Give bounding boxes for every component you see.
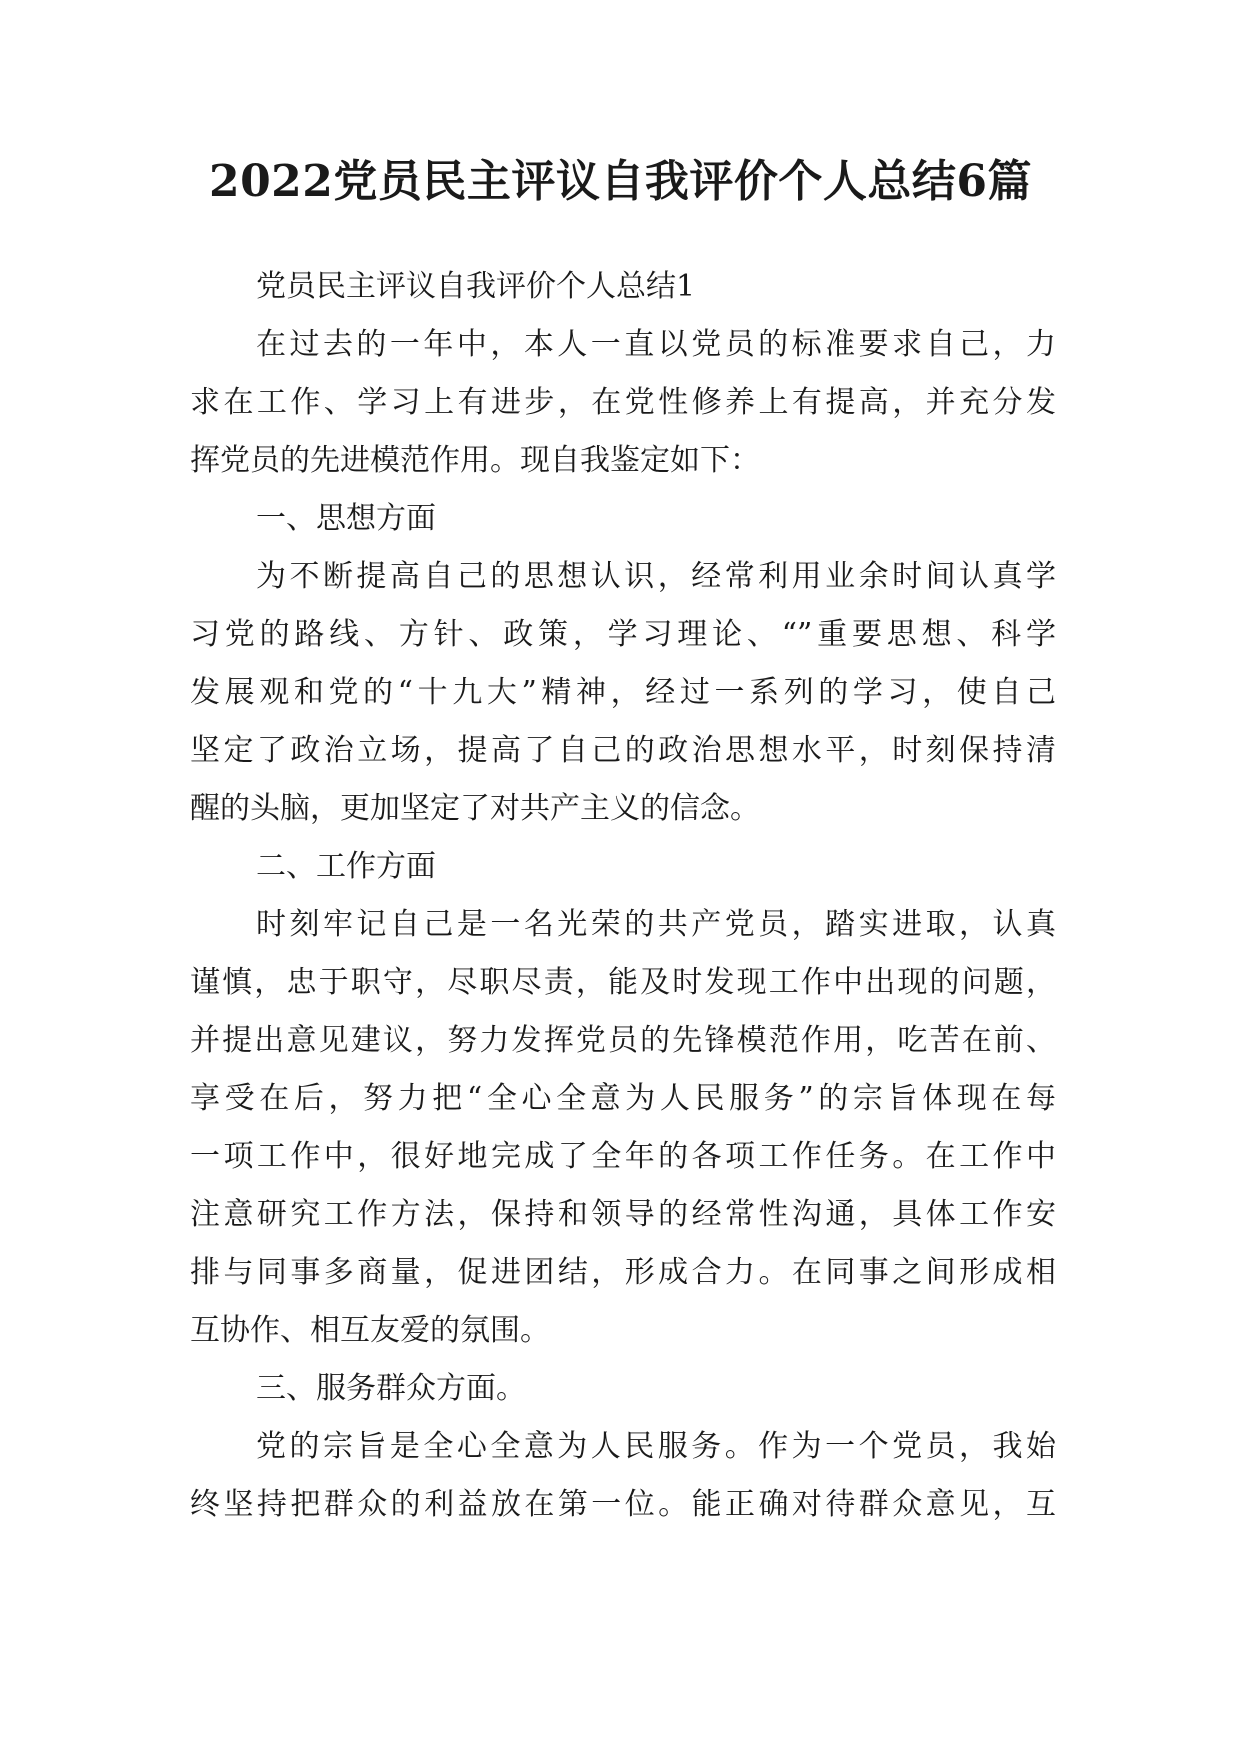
text-line: 为不断提高自己的思想认识，经常利用业余时间认真学 (256, 559, 1056, 594)
text-line: 二、工作方面 (256, 849, 436, 884)
text-line: 终坚持把群众的利益放在第一位。能正确对待群众意见，互 (190, 1487, 1056, 1522)
text-line: 注意研究工作方法，保持和领导的经常性沟通，具体工作安 (190, 1197, 1056, 1232)
text-line: 挥党员的先进模范作用。现自我鉴定如下： (190, 443, 760, 478)
text-line: 三、服务群众方面。 (256, 1371, 526, 1406)
text-line: 排与同事多商量，促进团结，形成合力。在同事之间形成相 (190, 1255, 1056, 1290)
text-line: 并提出意见建议，努力发挥党员的先锋模范作用，吃苦在前、 (190, 1023, 1056, 1058)
text-line: 在过去的一年中，本人一直以党员的标准要求自己，力 (256, 327, 1056, 362)
text-line: 时刻牢记自己是一名光荣的共产党员，踏实进取，认真 (256, 907, 1056, 942)
text-line: 求在工作、学习上有进步，在党性修养上有提高，并充分发 (190, 385, 1056, 420)
text-line: 党的宗旨是全心全意为人民服务。作为一个党员，我始 (256, 1429, 1056, 1464)
text-line: 党员民主评议自我评价个人总结1 (256, 269, 696, 304)
document-title: 2022党员民主评议自我评价个人总结6篇 (208, 156, 1033, 207)
text-line: 发展观和党的“十九大”精神，经过一系列的学习，使自己 (190, 675, 1056, 710)
text-line: 互协作、相互友爱的氛围。 (190, 1313, 550, 1348)
text-line: 享受在后，努力把“全心全意为人民服务”的宗旨体现在每 (190, 1081, 1056, 1116)
text-line: 谨慎，忠于职守，尽职尽责，能及时发现工作中出现的问题， (190, 965, 1056, 1000)
text-line: 习党的路线、方针、政策，学习理论、“”重要思想、科学 (190, 617, 1056, 652)
text-line: 坚定了政治立场，提高了自己的政治思想水平，时刻保持清 (190, 733, 1056, 768)
text-line: 一项工作中，很好地完成了全年的各项工作任务。在工作中 (190, 1139, 1056, 1174)
text-line: 一、思想方面 (256, 501, 436, 536)
document-body (190, 258, 1056, 1534)
text-line: 醒的头脑，更加坚定了对共产主义的信念。 (190, 791, 760, 826)
